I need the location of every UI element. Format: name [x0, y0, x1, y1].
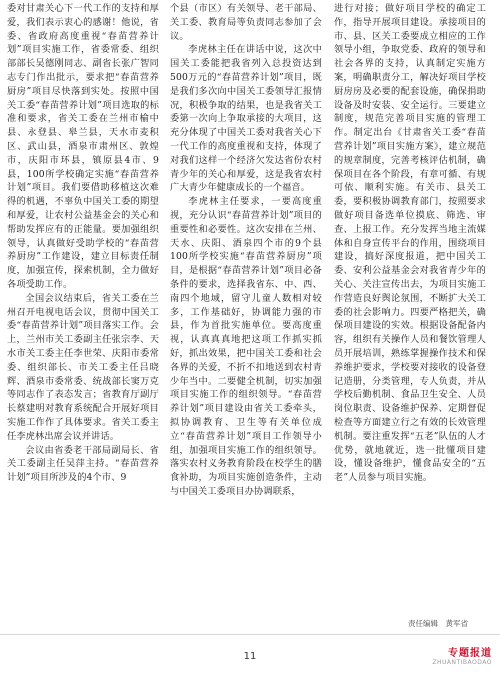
paragraph: 李虎林主任在讲话中说，这次中国关工委能把我省列入总投资达到500万元的“春苗营养计划”项目，既是我们多次向中国关工委领导汇报情况，积极争取的结果，也是我省关工委第一次向上争取承接的大项目，这充分体现了中国关工委对我省关心下一代工作的高度重视和支持，体现了对我们这样一个经济欠发达省份农村青少年的关心和厚爱，这是我省农村广大青少年健康成长的一个福音。	[170, 44, 322, 194]
paragraph: 个县（市区）有关领导、老干部局、关工委、教育局等负责同志参加了会议。	[170, 3, 322, 42]
paragraph: 进行对接；做好项目学校的确定工作，指导开展项目建设。承接项目的市、县、区关工委要成立相应的工作领导小组，争取党委、政府的领导和社会各界的支持，认真制定实施方案，明确职责分工，解决好项目学校厨房房及必要的配套设施，确保捐助设备及时安装、安全运行。三要建立制度，规范完善项目实施的管理工作。制定出台《甘肃省关工委“春苗营养计划”项目实施方案》，建立规范的规章制度，完善考核评估机制，确保项目在各个阶段，有章可循、有规可依、顺利实施。有关市、县关工委，要积极协调教育部门，按照要求做好项目备选单位摸底、筛选、审查、上报工作。充分发挥当地主流媒体和自身宣传平台的作用，围绕项目建设，搞好深度报道，把中国关工委、安利公益基金会对我省青少年的关心、关注宣传出去，为项目实施工作营造良好舆论氛围，不断扩大关工委的社会影响力。四要严格把关，确保项目建设的实效。根据设备配备内容，组织有关操作人员和餐饮管理人员开展培训，熟练掌握操作技术和保养维护要求，学校要对接收的设备登记造册，分类管理，专人负责，并从学校后勤机制、食品卫生安全、人员岗位职责、设备维护保养、定期督促检查等方面建立行之有效的长效管理机制。要注重发挥“五老”队伍的人才优势，就地就近，选一批懂项目建设，懂设备维护，懂食品安全的“五老”人员参与项目实施。	[334, 3, 486, 484]
paragraph: 委对甘肃关心下一代工作的支持和厚爱，我们表示衷心的感谢！他说，省委、省政府高度重视“春苗营养计划”项目实施工作，省委常委、组织部部长吴德刚同志、副省长张广智同志专门作出批示，要求把“春苗营养厨房”项目尽快落到实处。按照中国关工委“春苗营养计划”项目选取的标准和要求，省关工委在兰州市榆中县、永登县、皋兰县，天水市麦积区、武山县，酒泉市肃州区、敦煌市，庆阳市环县，镇原县4市、9县，100所学校确定实施“春苗营养计划”项目。我们要借助移植这次难得的机遇，不辜负中国关工委的期望和厚爱，让农村公益基金会的关心和帮助发挥应有的正能量。要加强组织领导，认真做好受助学校的“春苗营养厨房”工作建设，建立目标责任制度，加强宣传，探索机制，全力做好各项受助工作。	[7, 3, 159, 290]
section-brand	[432, 644, 492, 666]
page-number: 11	[243, 651, 257, 662]
article-column-1	[7, 2, 159, 485]
paragraph: 全国会议结束后，省关工委在兰州召开电视电话会议，贯彻中国关工委“春苗营养计划”项目落实工作。会上，兰州市关工委副主任张宗李、天水市关工委主任李世荣、庆阳市委常委、组织部长、市关工委主任吕晓辉、酒泉市委常委、统战部长窦万克等同志作了表态发言；省教育厅副厅长蔡建明对教育系统配合开展好项目实施工作作了具体要求。省关工委主任李虎林出席会议并讲话。	[7, 292, 159, 442]
footer-divider	[0, 634, 500, 635]
section-brand-pinyin: ZHUANTIBAODAO	[432, 659, 492, 666]
paragraph: 会议由省委老干部局副局长、省关工委副主任吴萍主持。“春苗营养计划”项目所涉及的4个市、9	[7, 444, 159, 484]
editor-credit: 责任编辑 黄军省	[408, 619, 468, 628]
section-brand-name: 专题报道	[448, 648, 492, 659]
article-column-3	[334, 2, 486, 485]
article-column-2	[170, 2, 322, 499]
paragraph: 李虎林主任要求，一要高度重视，充分认识“春苗营养计划”项目的重要性和必要性。这次安排在兰州、天水、庆阳、酒泉四个市的9个县100所学校实施“春苗营养厨房”项目，是根据“春苗营养计划”项目必备条件的要求，选择我省东、中、西、南四个地域，留守儿童人数相对较多，工作基础好，协调能力强的市县，作为首批实施单位。要高度重视，认真真真地把这项工作抓实抓好，抓出效果，把中国关工委和社会各界的关爱，不折不扣地送到农村青少年当中。二要健全机制，切实加强项目实施工作的组织领导。“春苗营养计划”项目建设由省关工委牵头，拟协调教育、卫生等有关单位成立“春苗营养计划”项目工作领导小组，加强项目实施工作的组织领导。落实农村义务教育阶段在校学生的膳食补助，为项目实施创造条件，主动与中国关工委项目办协调联系，	[170, 196, 322, 497]
